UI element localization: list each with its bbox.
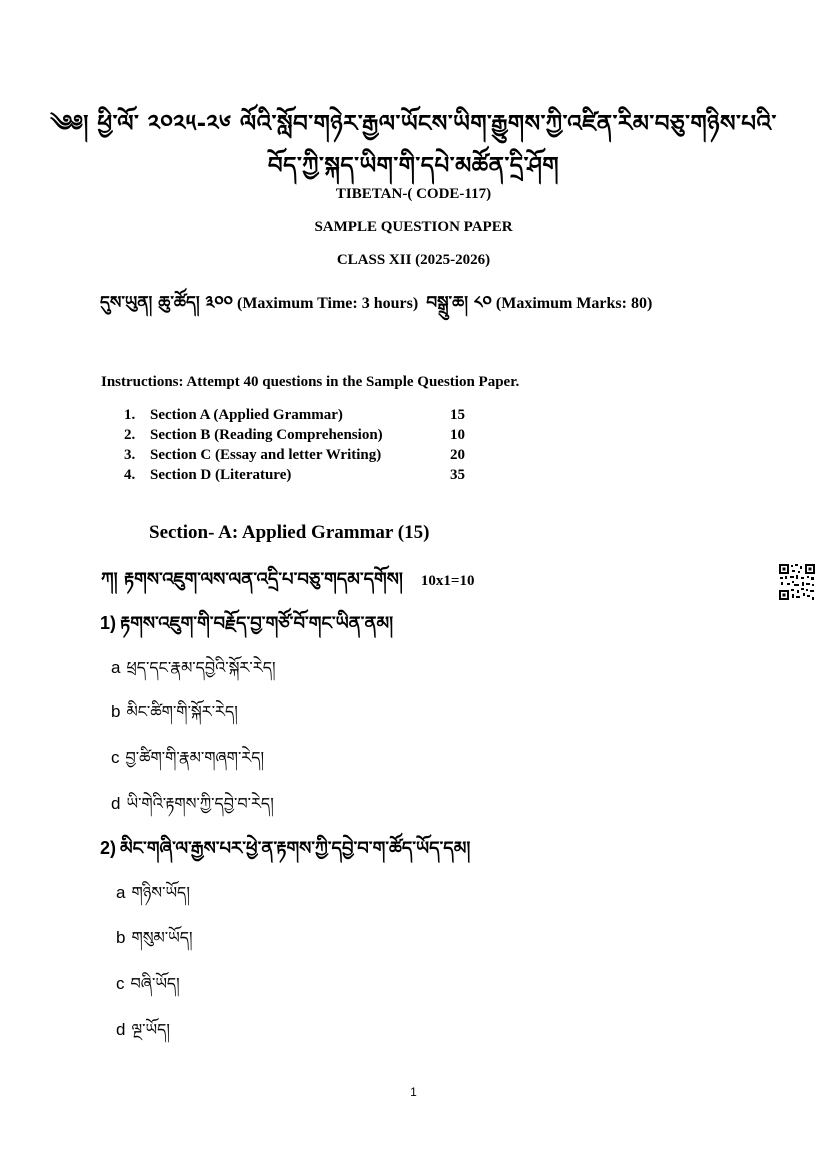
option-text: ལྔ་ཡོད། — [131, 1020, 170, 1039]
question-text: མིང་གཞི་ལ་རྒྱས་པར་ཕྱེ་ན་རྟགས་ཀྱི་དབྱེ་བ་ག་ཚོད་ཡོད་དམ། — [120, 838, 471, 859]
section-num: 4. — [124, 467, 136, 483]
paper-title: SAMPLE QUESTION PAPER — [314, 219, 513, 235]
option-letter: d — [116, 1020, 126, 1039]
option-letter: a — [116, 883, 126, 902]
section-list-item — [124, 407, 480, 427]
section-label: Section A (Applied Grammar) — [150, 407, 343, 423]
question-number: 1) — [100, 613, 117, 633]
instructions: Instructions: Attempt 40 questions in the Sample Question Paper. — [101, 374, 520, 390]
section-a-heading: Section- A: Applied Grammar (15) — [149, 522, 430, 543]
option-text: བཞི་ཡོད། — [130, 974, 180, 993]
tibetan-title-line1: ༄༅། ཕྱི་ལོ་ ༢༠༢༥-༢༦ ལོའི་སློབ་གཉེར་རྒྱལ་ཡོངས་ཡིག་རྒྱུགས་ཀྱི་འཛིན་རིམ་བཅུ་གཉིས་པའི་ — [50, 111, 777, 137]
option-letter: b — [116, 928, 126, 947]
tibetan-title-line2: བོད་ཀྱི་སྐད་ཡིག་གི་དཔེ་མཚོན་དྲི་ཤོག — [267, 153, 560, 179]
question-text: རྟགས་འཇུག་གི་བརྗོད་བྱ་གཙོ་བོ་གང་ཡིན་ནམ། — [120, 613, 394, 634]
section-label: Section C (Essay and letter Writing) — [150, 447, 382, 463]
section-label: Section B (Reading Comprehension) — [150, 427, 383, 443]
section-list-item — [124, 447, 480, 467]
section-marks: 10 — [450, 427, 465, 443]
subject-code: TIBETAN-( CODE-117) — [335, 186, 492, 202]
option-letter: d — [111, 794, 121, 813]
option-text: གཉིས་ཡོད། — [131, 883, 190, 902]
section-list — [124, 407, 480, 487]
class-year: CLASS XII (2025-2026) — [336, 252, 491, 268]
option-text: གསུམ་ཡོད། — [131, 928, 193, 947]
option-b — [116, 920, 193, 965]
section-list-item — [124, 467, 480, 487]
section-list-item — [124, 427, 480, 447]
option-letter: a — [111, 658, 121, 677]
section-num: 2. — [124, 427, 136, 443]
option-text: ཕྲད་དང་རྣམ་དབྱེའི་སྐོར་རེད། — [126, 658, 276, 677]
time-tibetan: དུས་ཡུན། ཆུ་ཚོད། ༣༠༠ — [100, 293, 233, 313]
option-letter: c — [111, 748, 120, 767]
question-1 — [100, 604, 393, 654]
option-letter: c — [116, 974, 125, 993]
section-num: 3. — [124, 447, 136, 463]
option-c — [111, 740, 264, 785]
option-text: མིང་ཚིག་གི་སྐོར་རེད། — [126, 702, 238, 721]
option-text: བྱ་ཚིག་གི་རྣམ་གཞག་རེད། — [125, 748, 265, 767]
marks-tibetan: བསྒྲུ་ཆ། ༨༠ — [426, 293, 492, 313]
section-marks: 35 — [450, 467, 465, 483]
question-2 — [100, 829, 470, 879]
section-a-marks: 10x1=10 — [420, 573, 475, 589]
option-d — [116, 1012, 170, 1057]
time-english: (Maximum Time: 3 hours) — [237, 295, 419, 312]
option-text: ཡི་གེའི་རྟགས་ཀྱི་དབྱེ་བ་རེད། — [126, 794, 274, 813]
option-a — [111, 650, 276, 695]
page-number: 1 — [410, 1085, 417, 1099]
question-number: 2) — [100, 838, 117, 858]
option-d — [111, 786, 274, 831]
section-num: 1. — [124, 407, 136, 423]
section-marks: 20 — [450, 447, 465, 463]
section-label: Section D (Literature) — [150, 467, 292, 483]
section-a-instruction-text: ཀ། རྟགས་འཇུག་ལས་ལན་འདྲི་པ་བཅུ་གདམ་དགོས། — [101, 569, 403, 590]
section-marks: 15 — [450, 407, 465, 423]
option-b — [111, 694, 238, 739]
qr-code-icon — [778, 563, 816, 601]
option-c — [116, 966, 180, 1011]
option-letter: b — [111, 702, 121, 721]
time-marks-line — [100, 283, 652, 331]
option-a — [116, 875, 190, 920]
section-a-instruction — [101, 560, 474, 610]
marks-english: (Maximum Marks: 80) — [495, 295, 653, 312]
